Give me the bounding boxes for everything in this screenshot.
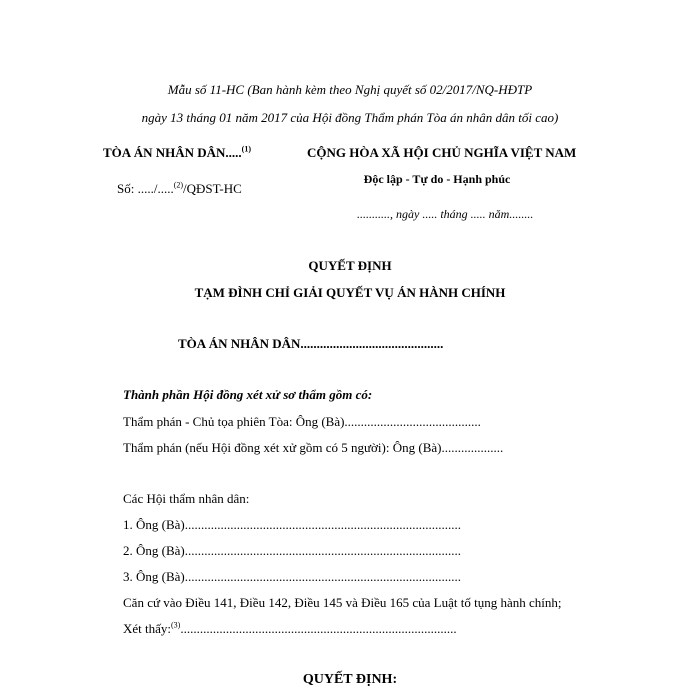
court-name-text: TÒA ÁN NHÂN DÂN..... [103,145,242,160]
form-header-line1: Mẫu số 11-HC (Ban hành kèm theo Nghị quyết số 02/2017/NQ-HĐTP [167,82,533,97]
considering-dots: ..................................................................................... [180,621,457,636]
assessor-line-2: 2. Ông (Bà)..................................................................................... [123,543,461,558]
decision-number-prefix: Số: ...../..... [117,181,174,196]
legal-basis-line: Căn cứ vào Điều 141, Điều 142, Điều 145 và Điều 165 của Luật tố tụng hành chính; [123,595,562,610]
decision-number-suffix: /QĐST-HC [183,181,242,196]
decision-number [117,181,242,197]
court-line: TÒA ÁN NHÂN DÂN............................................ [178,336,444,351]
date-line: ..........., ngày ..... tháng ..... năm........ [357,207,534,221]
assessors-heading: Các Hội thẩm nhân dân: [123,491,250,506]
considering-footnote: (3) [171,620,181,630]
court-footnote: (1) [241,144,251,154]
panel-heading: Thành phần Hội đồng xét xử sơ thẩm gồm có: [123,387,373,402]
document-subtitle: TẠM ĐÌNH CHỈ GIẢI QUYẾT VỤ ÁN HÀNH CHÍNH [194,285,506,300]
nation-motto: Độc lập - Tự do - Hạnh phúc [363,172,511,186]
decision-heading: QUYẾT ĐỊNH: [302,672,398,687]
form-header-line2: ngày 13 tháng 01 năm 2017 của Hội đồng Thẩm phán Tòa án nhân dân tối cao) [141,110,559,125]
considering-label: Xét thấy: [123,621,172,636]
decision-number-footnote: (2) [173,180,184,190]
nation-name: CỘNG HÒA XÃ HỘI CHỦ NGHĨA VIỆT NAM [307,145,577,160]
court-name [103,145,251,161]
assessor-line-3: 3. Ông (Bà)..................................................................................... [123,569,461,584]
considering-line [123,621,457,637]
presiding-judge-line: Thẩm phán - Chủ tọa phiên Tòa: Ông (Bà).......................................... [123,414,481,429]
judge-five-line: Thẩm phán (nếu Hội đồng xét xử gồm có 5 người): Ông (Bà)................... [123,440,504,455]
assessor-line-1: 1. Ông (Bà)..................................................................................... [123,517,461,532]
document-title: QUYẾT ĐỊNH [308,258,392,273]
